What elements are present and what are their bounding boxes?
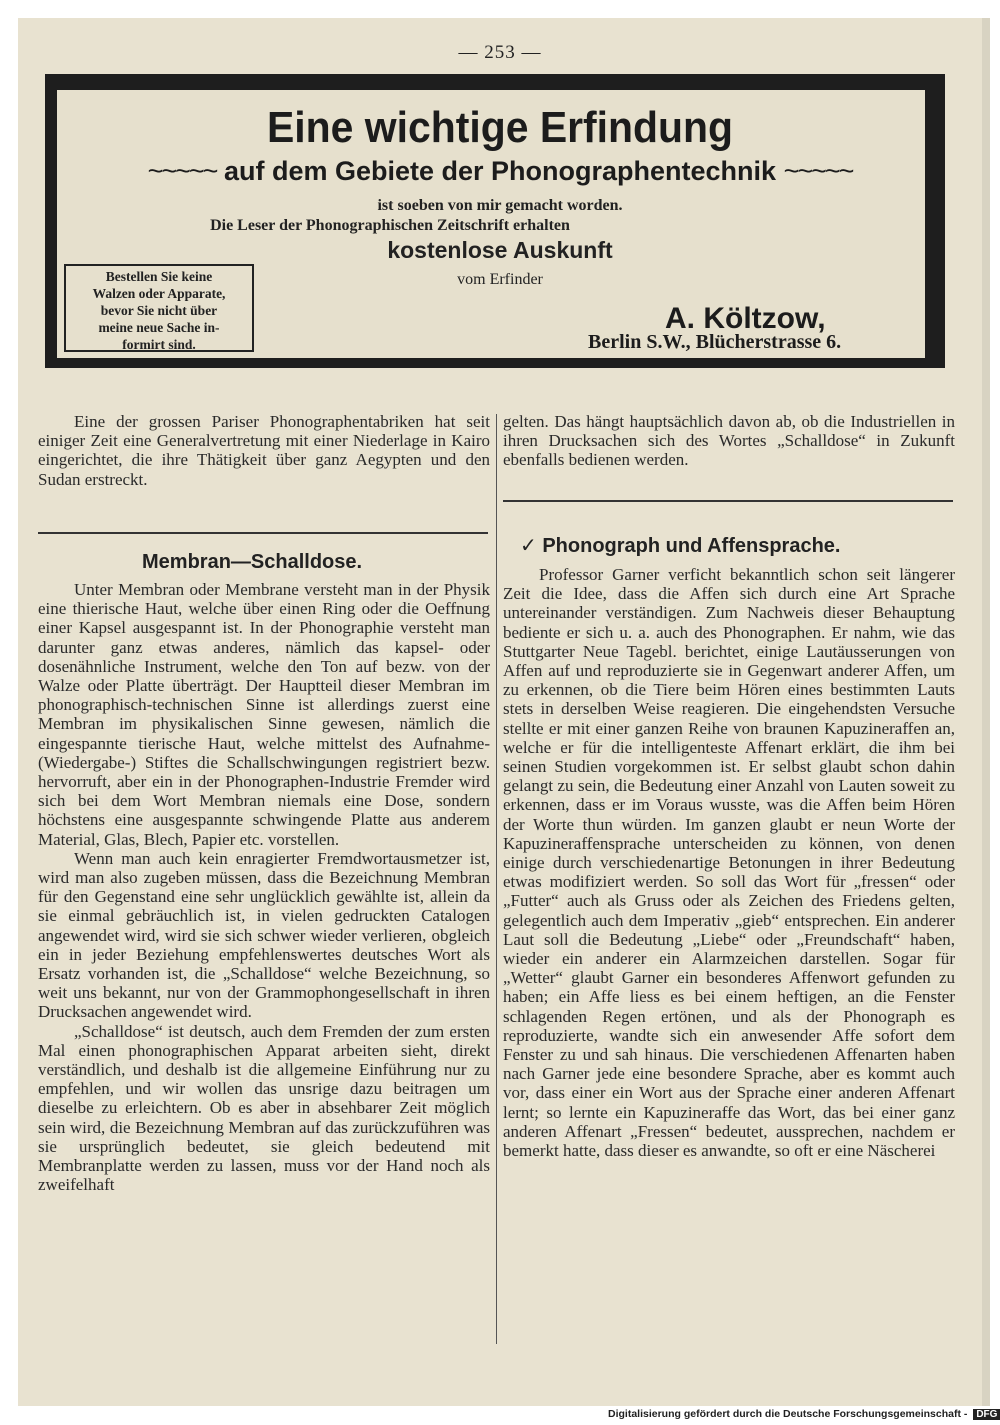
article-paragraph: „Schalldose“ ist deutsch, auch dem Fremden der zum ersten Mal einen phonographischen Apparat arbeiten sieht, direkt verständlich, und deshalb ist die allgemeine Einführung nur zu empfehlen, und wir wollen das unsrige dazu beitragen um dieselbe zu erleichtern. Ob es aber in absehbarer Zeit möglich sein wird, die Bezeichnung Membran auf das zurückzuführen was sie ursprünglich bedeutet, sie gleich bedeutend mit Membranplatte werden zu lassen, muss vor der Hand noch als zweifelhaft <box>38 1021 490 1195</box>
credit-text: Digitalisierung gefördert durch die Deutsche Forschungsgemeinschaft - <box>608 1408 968 1420</box>
page-number: — 253 — <box>458 42 542 63</box>
checkmark-icon: ✓ <box>520 535 537 557</box>
advertisement-inventor-name: A. Költzow, <box>665 302 826 335</box>
advertisement-subtitle: auf dem Gebiete der Phonographentechnik <box>223 156 777 186</box>
intro-paragraph: Eine der grossen Pariser Phonographentabriken hat seit einiger Zeit eine Generalvertretung mit einer Niederlage in Kairo eingerichtet, die ihre Thätigkeit über ganz Aegypten und den Sudan erstreckt. <box>38 412 490 489</box>
advertisement-line-2: Die Leser der Phonographischen Zeitschrift erhalten <box>210 217 570 234</box>
dfg-logo: DFG <box>973 1409 1000 1420</box>
heading-text: Phonograph und Affensprache. <box>542 535 841 557</box>
advertisement-line-3: kostenlose Auskunft <box>387 237 613 263</box>
column-divider <box>496 414 497 1344</box>
page-edge-shadow <box>982 18 990 1406</box>
left-column-article <box>38 580 490 1195</box>
article-paragraph: Wenn man auch kein enragierter Fremdwortausmetzer ist, wird man also zugeben müssen, dass die Bezeichnung Membran für den Gegenstand eine sehr unglücklich gewählte ist, allein da sie einmal gebräuchlich ist, in vielen gedruckten Catalogen angewendet wird, wird sie sich schwer wieder verlieren, obgleich ein in jeder Beziehung empfehlenswertes deutsches Wort als Ersatz vorhanden ist, die „Schalldose“ welche Bezeichnung, so weit uns bekannt, nur von der Grammophongesellschaft in ihren Drucksachen angewendet wird. <box>38 848 490 1022</box>
right-column-continuation <box>503 412 955 470</box>
section-rule-right <box>503 500 953 502</box>
advertisement-subtitle-row <box>0 156 1000 187</box>
heading-membran-schalldose: Membran—Schalldose. <box>142 551 363 573</box>
advertisement-note: Bestellen Sie keine Walzen oder Apparate, bevor Sie nicht über meine neue Sache in- formirt sind. <box>92 269 226 352</box>
article-paragraph: Unter Membran oder Membrane versteht man in der Physik eine thierische Haut, welche über einen Ring oder die Oeffnung einer Kapsel ausgespannt ist. In der Phonographie versteht man darunter ganz etwas anderes, nämlich das kapsel- oder dosenähnliche Instrument, welche den Ton auf bezw. von der Walze oder Platte überträgt. Der Hauptteil dieser Membran im phonographisch-technischen Sinne ist allerdings zuerst eine Membran im physikalischen Sinne gewesen, nämlich die eingespannte tierische Haut, welche mittelst des Aufnahme- (Wiedergabe-) Stiftes die Schallschwingungen registriert bezw. hervorruft, aber ein in der Phonographen-Industrie Fremder wird sich bei dem Wort Membran niemals eine Dose, sondern höchstens eine ausgespannte schwingende Platte aus anderem Material, Glas, Blech, Papier etc. vorstellen. <box>38 580 490 849</box>
advertisement-line-1: ist soeben von mir gemacht worden. <box>377 197 623 214</box>
digitization-credit <box>608 1408 1000 1420</box>
tilde-ornament-left: ~~~~~ <box>147 156 217 186</box>
left-column-intro <box>38 412 490 489</box>
advertisement-title: Eine wichtige Erfindung <box>266 103 734 152</box>
heading-phonograph-affensprache <box>520 533 840 558</box>
right-column-article <box>503 565 955 1160</box>
article-paragraph: Professor Garner verficht bekanntlich schon seit längerer Zeit die Idee, dass die Affen sich durch eine Art Sprache untereinander verständigen. Zum Nachweis dieser Behauptung bediente er sich u. a. auch des Phonographen. Er nahm, wie das Stuttgarter Neue Tagebl. berichtet, einige Lautäusserungen von Affen auf und reproduzierte sie in Gegenwart anderer Affen, um zu erkennen, ob die Tiere beim Hören eines bestimmten Lauts stets in derselben Weise reagieren. Die eingehendsten Versuche stellte er mit einer ganzen Reihe von braunen Kapuzineraffen an, welche er für die intelligenteste Affenart erklärt, die ihm bei seinen Studien vorgekommen ist. Er selbst glaubt schon dahin gelangt zu sein, die Bedeutung einer Anzahl von Lauten soweit zu erkennen, dass er im Voraus wusste, was die Affen beim Hören der Worte thun würden. Im ganzen glaubt er neun Worte der Kapuzineraffensprache unterscheiden zu können, von denen einige durch verschiedenartige Betonungen in ihrer Bedeutung etwas modifiziert werden. So soll das Wort für „fressen“ oder „Futter“ auch als Gruss oder als Zeichen des Friedens gelten, gelegentlich auch dem Imperativ „gieb“ entsprechen. Ein anderer Laut soll die Bedeutung „Liebe“ oder „Freundschaft“ haben, wieder ein anderer ein Alarmzeichen darstellen. Sogar für „Wetter“ glaubt Garner ein besonderes Affenwort gefunden zu haben; ein Affe liess es bei einem heftigen, an die Fenster schlagenden Regen ertönen, und als der Phonograph es reproduzierte, wandte sich ein anwesender Affe sofort dem Fenster zu und sah hinaus. Die verschiedenen Affenarten haben nach Garner jede eine besondere Sprache, aber es kommt auch vor, dass einer ein Wort aus der Sprache einer anderen Affenart lernt; so lernte ein Kapuzineraffe das Wort, das bei einer ganz anderen Affenart „Fressen“ bedeutet, aussprechen, nachdem er bemerkt hatte, dass dieser es anwandte, so oft er eine Näscherei <box>503 565 955 1161</box>
advertisement-line-4: vom Erfinder <box>457 271 543 288</box>
continuation-paragraph: gelten. Das hängt hauptsächlich davon ab, ob die Industriellen in ihren Drucksachen sich des Wortes „Schalldose“ in Zukunft ebenfalls bedienen werden. <box>503 412 955 470</box>
tilde-ornament-right: ~~~~~ <box>783 156 853 186</box>
advertisement-address: Berlin S.W., Blücherstrasse 6. <box>588 331 842 353</box>
section-rule-left <box>38 532 488 534</box>
